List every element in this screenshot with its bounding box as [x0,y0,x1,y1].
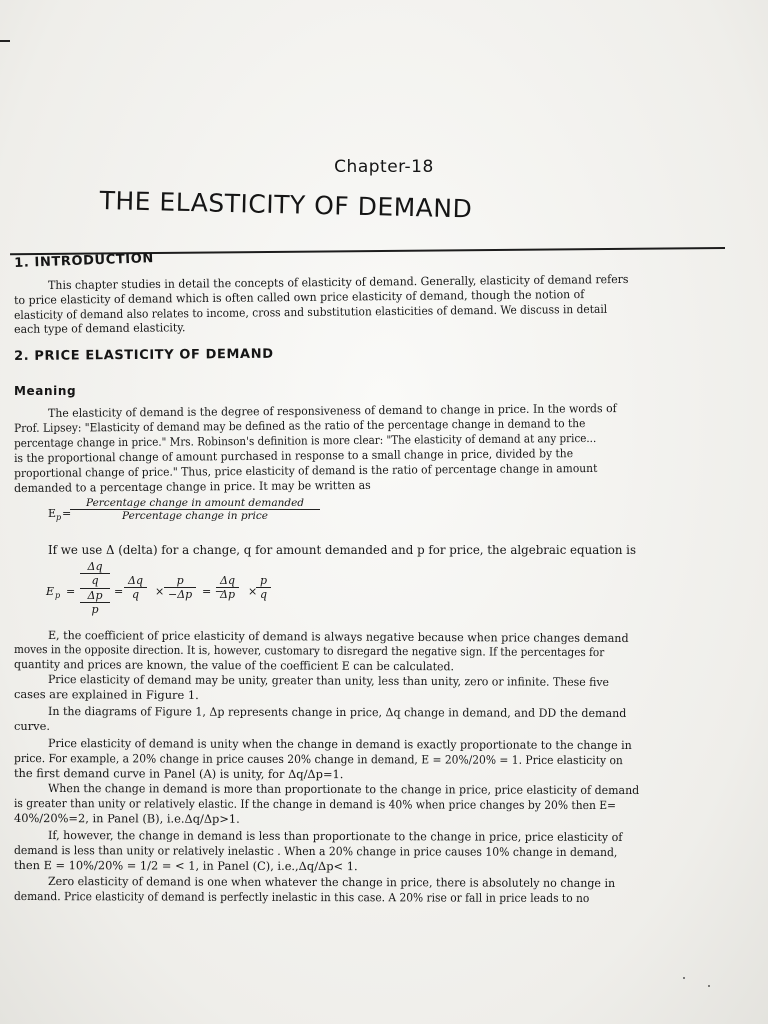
delta-definition-line: If we use Δ (delta) for a change, q for amount demanded and p for price, the algebraic equation is [48,543,637,557]
formula-lhs: E [48,507,57,520]
intro-line: to price elasticity of demand which is often called own price elasticity of demand, though the notion of [14,287,585,307]
subheading-meaning: Meaning [14,384,77,398]
frac-part: Δq [87,560,103,573]
body-line: the first demand curve in Panel (A) is unity, for Δq/Δp=1. [13,766,344,782]
formula-subscript: p [56,513,62,522]
formula-fraction [70,497,320,522]
body-line: 40%/20%=2, in Panel (B), i.e.Δq/Δp>1. [13,811,240,826]
meaning-line: The elasticity of demand is the degree of responsiveness of demand to change in price. In the words of [48,401,617,420]
fraction-p-q [256,574,271,601]
body-line: In the diagrams of Figure 1, Δp represents change in price, Δq change in demand, and DD the demand [47,704,627,721]
times-sign: × [248,585,258,598]
frac-part: q [80,573,110,587]
frac-num: Δq [216,574,239,588]
formula-denominator: Percentage change in price [121,510,269,522]
body-line: moves in the opposite direction. It is, however, customary to disregard the negative sign. If the percentages for [13,642,605,660]
intro-line: elasticity of demand also relates to income, cross and substitution elasticities of demand. We discuss in detail [14,301,608,322]
body-line: price. For example, a 20% change in price causes 20% change in demand, E = 20%/20% = 1. Price elasticity on [13,751,623,768]
meaning-line: demanded to a percentage change in price. It may be written as [14,477,371,495]
frac-part: p [80,602,110,616]
body-line: cases are explained in Figure 1. [13,687,199,702]
body-line: Price elasticity of demand may be unity, greater than unity, less than unity, zero or infinite. These five [47,672,610,689]
body-line: Zero elasticity of demand is one when whatever the change in price, there is absolutely no change in [47,874,616,890]
formula2-equals: = [66,585,76,598]
frac-num: p [164,574,196,588]
formula-equals: = [62,507,72,520]
body-line: is greater than unity or relatively elastic. If the change in demand is 40% when price changes by 20% then E= [13,796,617,813]
equals-minus: = − [202,585,224,598]
frac-num: Δq [124,574,147,588]
body-line: When the change in demand is more than proportionate to the change in price, price elasticity of demand [47,781,640,798]
compound-fraction [80,560,110,616]
fraction-p-neg-dp [164,574,196,601]
scan-speck [683,977,685,979]
body-line: then E = 10%/20% = 1/2 = < 1, in Panel (C), i.e.,Δq/Δp< 1. [13,858,358,874]
frac-den: Δp [220,588,235,601]
formula2-subscript: p [55,591,61,600]
algebraic-elasticity-formula: E p = Δq q Δp p = $\frac{\Delta q}{q}$ × $\frac{p}{-\Delta p}$ = − $\frac{\Delta q}{\Delta p}$ × $\frac{p}{q}$ [44,560,284,626]
scan-speck [708,985,710,987]
frac-den: −Δp [168,588,193,601]
body-line: Price elasticity of demand is unity when the change in demand is exactly proportionate to the change in [47,736,632,753]
frac-den: q [260,588,268,601]
page-title: THE ELASTICITY OF DEMAND [99,186,473,224]
times-sign: × [155,585,165,598]
body-line: quantity and prices are known, the value of the coefficient E can be calculated. [13,657,455,674]
meaning-line: is the proportional change of amount purchased in response to a small change in price, divided by the [14,446,574,465]
formula-numerator: Percentage change in amount demanded [70,497,320,510]
intro-line: This chapter studies in detail the concepts of elasticity of demand. Generally, elasticity of demand refers [48,271,629,292]
frac-part: Δp [87,589,103,602]
fraction-dq-q [124,574,147,601]
frac-num: p [256,574,271,588]
section-heading-introduction: 1. INTRODUCTION [14,251,155,271]
body-line: If, however, the change in demand is less than proportionate to the change in price, price elasticity of [47,828,623,845]
margin-mark [0,40,10,42]
body-line: E, the coefficient of price elasticity of demand is always negative because when price changes demand [47,628,629,646]
meaning-line: Prof. Lipsey: "Elasticity of demand may be defined as the ratio of the percentage change in demand to the [14,416,586,435]
fraction-dq-dp [216,574,239,601]
section-heading-price-elasticity: 2. PRICE ELASTICITY OF DEMAND [14,346,274,364]
formula2-lhs: E [46,585,55,598]
frac-den: q [131,588,140,601]
body-line: demand is less than unity or relatively inelastic . When a 20% change in price causes 10% change in demand, [13,843,618,860]
meaning-line: proportional change of price." Thus, price elasticity of demand is the ratio of percentage change in amount [14,460,598,480]
elasticity-definition-formula [44,497,324,531]
body-line: curve. [14,719,50,733]
meaning-line: percentage change in price." Mrs. Robinson's definition is more clear: "The elasticity of demand at any price... [14,430,597,450]
body-line: demand. Price elasticity of demand is perfectly inelastic in this case. A 20% rise or fall in price leads to no [13,889,590,906]
intro-line: each type of demand elasticity. [14,320,186,336]
chapter-label: Chapter-18 [334,157,434,177]
